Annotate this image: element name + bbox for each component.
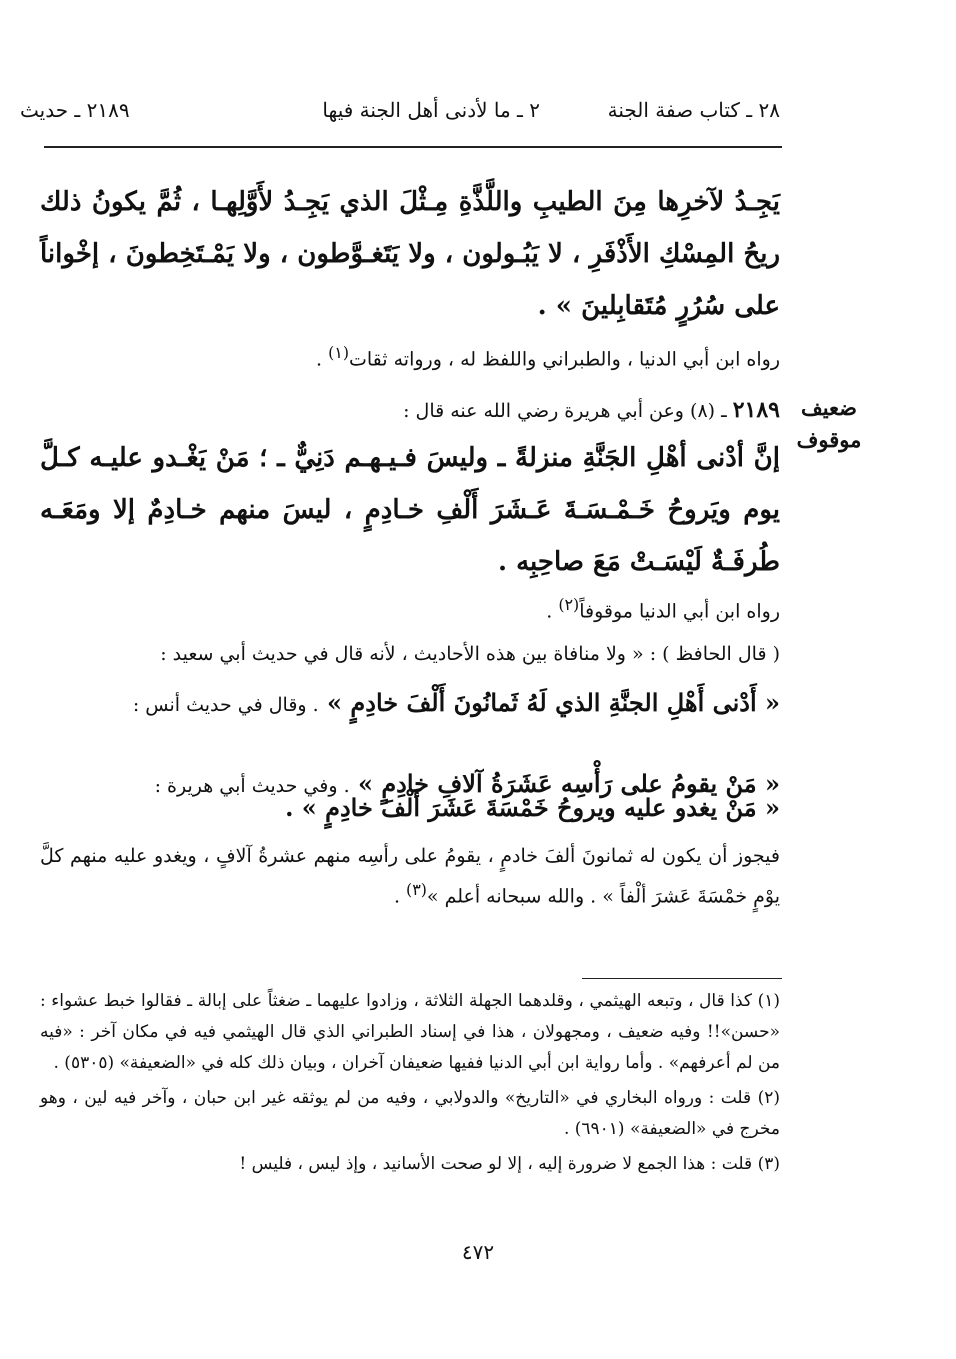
hadith-source [40,588,780,628]
hadith-grade [784,392,874,456]
header-hadith-ref: ٢١٨٩ ـ حديث [20,98,130,122]
conclusion-end: . [393,885,407,908]
footnote-divider [582,978,782,979]
hadith-intro: ـ (٨) وعن أبي هريرة رضي الله عنه قال : [403,400,733,422]
hadith-text: إنَّ أدْنى أهْلِ الجَنَّةِ منزلةً ـ وليسَ فـيـهـم دَنِيٌّ ـ ؛ مَنْ يَغْـدو عليـه كـلَّ يوم ويَروحُ خَـمْـسَـةَ عَـشَرَ أَلْفِ خـادِمٍ ، ليسَ منهم خـادِمٌ إلا ومَعَـه طُرفَـةٌ لَيْسَـتْ مَعَ صاحِبِه . [40,443,780,577]
continuation-source-end: . [316,348,329,371]
quote-anas: « مَنْ يقومُ على رَأْسِه عَشَرَةُ آلافِ خادِمٍ » [349,769,780,798]
hadith-source-end: . [546,600,559,623]
footnote-ref-2[interactable]: (٢) [558,595,580,614]
conclusion-text: فيجوز أن يكون له ثمانونَ ألفَ خادمٍ ، يقومُ على رأسِه منهم عشرةُ آلافٍ ، ويغدو عليه منهم كلَّ يوْمٍ خمْسَةَ عَشرَ ألْفاً » . والله سبحانه أعلم » [40,845,780,908]
hafiz-intro: ( قال الحافظ ) : « ولا منافاة بين هذه الأحاديث ، لأنه قال في حديث أبي سعيد : [160,643,780,665]
continuation-source-text: رواه ابن أبي الدنيا ، والطبراني واللفظ له ، ورواته ثقات [349,348,780,371]
continuation-source [40,336,780,376]
header-section: ٢ ـ ما لأدنى أهل الجنة فيها [322,98,540,122]
footnotes [40,986,780,1184]
hadith-intro-line [40,394,780,428]
running-header [20,92,780,128]
hadith-continuation: يَجِـدُ لآخرِها مِنَ الطيبِ واللَّذَّةِ مِـثْلَ الذي يَجِـدُ لأَوَّلِهـا ، ثُمَّ يكونُ ذلك ريحُ المِسْكِ الأَذْفَرِ ، لا يَبُـولون ، ولا يَتَغـوَّطون ، ولا يَمْـتَخِطونَ ، إخْواناً على سُرُرٍ مُتَقابِلينَ » . [40,187,780,321]
footnote-ref-1[interactable]: (١) [328,343,349,362]
footnote-3: (٣) قلت : هذا الجمع لا ضرورة إليه ، إلا لو صحت الأسانيد ، وإذ ليس ، فليس ! [239,1154,780,1174]
quote-2-tail: . وفي حديث أبي هريرة : [154,775,350,797]
quote-abu-said: « أَدْنى أَهْلِ الجنَّةِ الذي لَهُ ثَمانُونَ أَلْفَ خادِمٍ » [318,688,780,717]
header-chapter: ٢٨ ـ كتاب صفة الجنة [607,98,780,122]
footnote-1: (١) كذا قال ، وتبعه الهيثمي ، وقلدهما الجهلة الثلاثة ، وزادوا عليهما ـ ضغثاً على إبالة ـ فقالوا خبط عشواء : «حسن»!! وفيه ضعيف ، ومجهولان ، هذا في إسناد الطبراني الذي قال الهيثمي فيه في مكان آخر : «فيه من لم أعرفهم» . وأما رواية ابن أبي الدنيا ففيها ضعيفان آخران ، وبيان ذلك كله في «الضعيفة» (٥٣٠٥) . [40,991,780,1073]
hadith-source-text: رواه ابن أبي الدنيا موقوفاً [579,600,780,623]
hadith-number: ٢١٨٩ [732,397,780,423]
footnote-ref-3[interactable]: (٣) [406,880,427,899]
footnote-2: (٢) قلت : ورواه البخاري في «التاريخ» والدولابي ، وفيه من لم يوثقه غير ابن حبان ، وآخر فيه لين ، وهو مخرج في «الضعيفة» (٦٩٠١) . [40,1088,780,1139]
quote-abu-hurayra: « مَنْ يغدو عليه ويروحُ خَمْسَةَ عَشَرَ أَلْفَ خادِمٍ » . [285,793,780,822]
page-number: ٤٧٢ [461,1240,495,1264]
grade-weak: ضعيف [800,395,858,420]
conclusion [40,840,780,913]
quote-1-tail: . وقال في حديث أنس : [132,694,319,716]
header-divider [44,146,782,148]
quote-line-1 [40,683,780,725]
grade-mawquf: موقوف [796,427,862,452]
